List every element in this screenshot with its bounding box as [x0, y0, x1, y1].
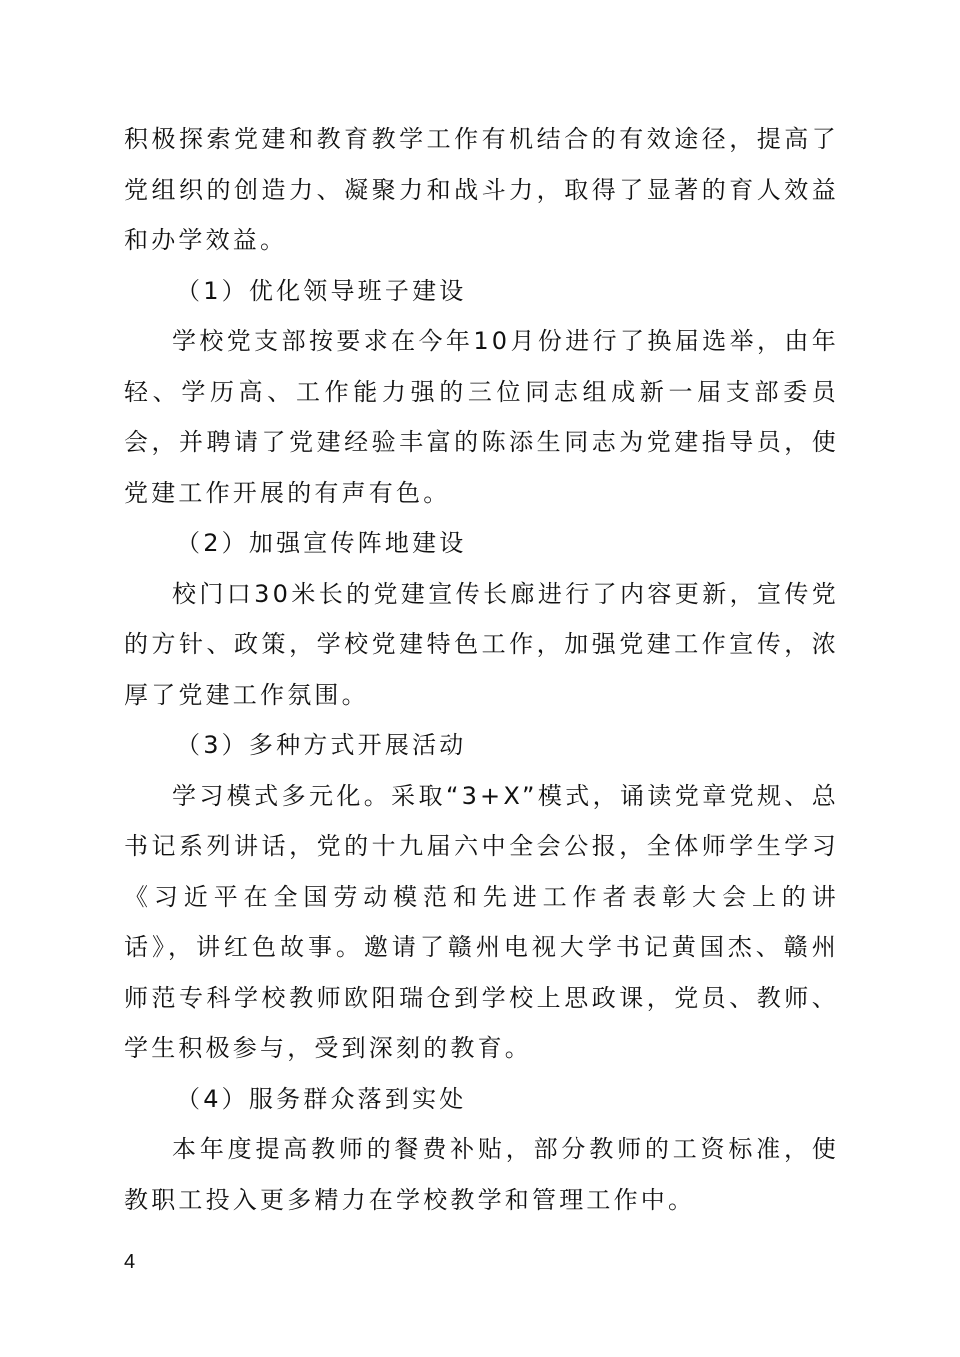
section-heading-3: （3）多种方式开展活动 — [176, 731, 467, 759]
body-paragraph-4: 本年度提高教师的餐费补贴，部分教师的工资标准，使教职工投入更多精力在学校教学和管理工作中。 — [124, 1135, 839, 1214]
section-heading-2: （2）加强宣传阵地建设 — [176, 529, 467, 557]
document-body — [124, 114, 839, 1225]
body-paragraph-continued: 积极探索党建和教育教学工作有机结合的有效途径，提高了党组织的创造力、凝聚力和战斗力，取得了显著的育人效益和办学效益。 — [124, 125, 839, 254]
body-paragraph-3: 学习模式多元化。采取“3+X”模式，诵读党章党规、总书记系列讲话，党的十九届六中全会公报，全体师学生学习《习近平在全国劳动模范和先进工作者表彰大会上的讲话》，讲红色故事。邀请了赣州电视大学书记黄国杰、赣州师范专科学校教师欧阳瑞仓到学校上思政课，党员、教师、学生积极参与，受到深刻的教育。 — [124, 781, 839, 1062]
section-heading-1: （1）优化领导班子建设 — [176, 276, 467, 305]
body-paragraph-2: 校门口30米长的党建宣传长廊进行了内容更新，宣传党的方针、政策，学校党建特色工作，加强党建工作宣传，浓厚了党建工作氛围。 — [124, 579, 839, 709]
page-number: 4 — [124, 1251, 136, 1273]
body-paragraph-1: 学校党支部按要求在今年10月份进行了换届选举，由年轻、学历高、工作能力强的三位同志组成新一届支部委员会，并聘请了党建经验丰富的陈添生同志为党建指导员，使党建工作开展的有声有色。 — [124, 327, 839, 507]
section-heading-4: （4）服务群众落到实处 — [176, 1084, 467, 1113]
